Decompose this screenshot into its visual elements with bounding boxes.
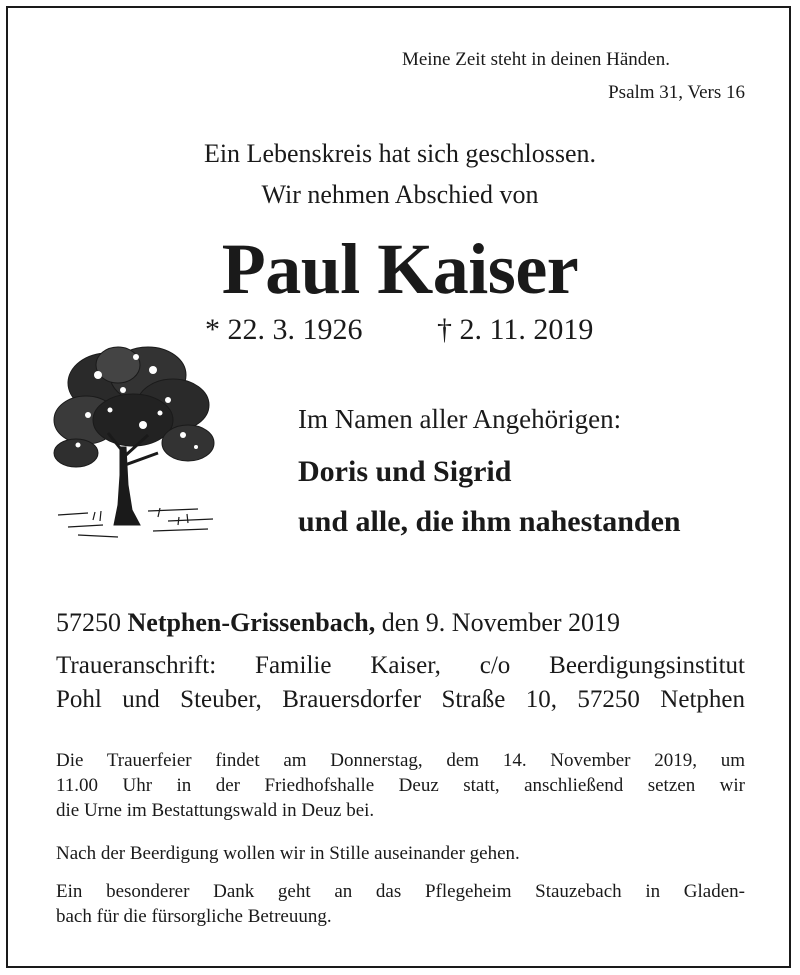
town: Netphen-Grissenbach, [127, 608, 376, 637]
funeral-line-2: 11.00 Uhr in der Friedhofshalle Deuz statt, anschließend setzen wir [56, 775, 745, 796]
notice-date: den 9. November 2019 [381, 608, 621, 637]
silence-note: Nach der Beerdigung wollen wir in Stille auseinander gehen. [56, 843, 520, 864]
postcode: 57250 [56, 608, 121, 637]
tree-icon [48, 335, 220, 547]
mourning-address-line-2: Pohl und Steuber, Brauersdorfer Straße 10, 57250 Netphen [56, 686, 745, 713]
motto-quote: Meine Zeit steht in deinen Händen. [401, 49, 670, 70]
mourners-line-1: Doris und Sigrid [298, 455, 512, 488]
funeral-line-1: Die Trauerfeier findet am Donnerstag, dem 14. November 2019, um [56, 750, 745, 771]
birth-date: * 22. 3. 1926 [205, 313, 363, 346]
funeral-line-3: die Urne im Bestattungswald in Deuz bei. [56, 800, 375, 821]
place-date-line [56, 608, 620, 638]
motto-source: Psalm 31, Vers 16 [608, 82, 745, 103]
thanks-line-1: Ein besonderer Dank geht an das Pflegeheim Stauzebach in Gladen- [56, 881, 745, 902]
deceased-name: Paul Kaiser [221, 229, 579, 309]
on-behalf-line: Im Namen aller Angehörigen: [298, 404, 622, 434]
mourners-line-2: und alle, die ihm nahestanden [298, 505, 681, 538]
intro-line-1: Ein Lebenskreis hat sich geschlossen. [203, 139, 597, 168]
mourning-address-line-1: Traueranschrift: Familie Kaiser, c/o Beerdigungsinstitut [56, 652, 745, 679]
thanks-line-2: bach für die fürsorgliche Betreuung. [56, 906, 332, 927]
intro-line-2: Wir nehmen Abschied von [261, 180, 539, 209]
death-date: † 2. 11. 2019 [437, 313, 594, 346]
